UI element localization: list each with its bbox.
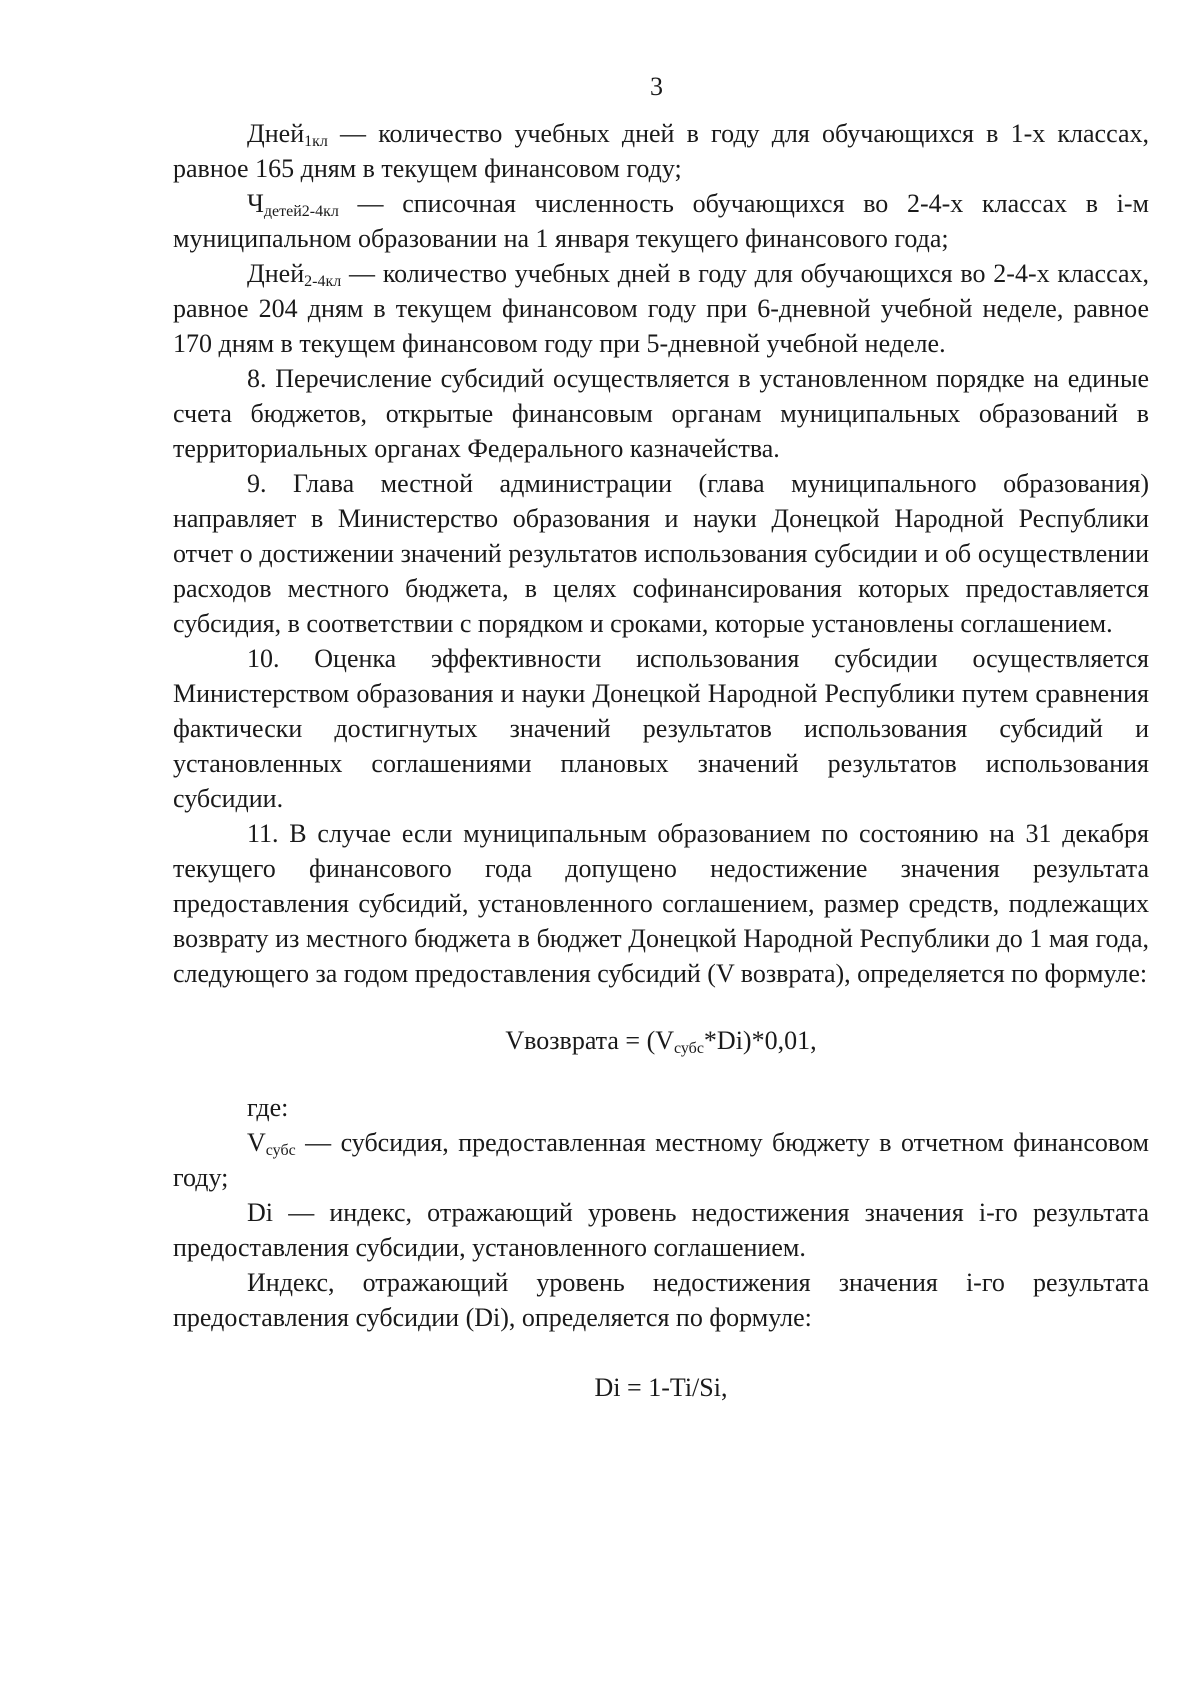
term-children: Ч [247, 189, 264, 218]
definition-text: — количество учебных дней в году для обучающихся во 2-4-х классах, равное 204 дням в текущем финансовом году при 6-дневной учебной неделе, равное 170 дням в текущем финансовом году при 5-дневной учебной неделе. [173, 259, 1149, 358]
formula-refund [173, 1023, 1149, 1058]
definition-text: — субсидия, предоставленная местному бюджету в отчетном финансовом году; [173, 1128, 1149, 1192]
definition-text: — количество учебных дней в году для обучающихся в 1-х классах, равное 165 дням в текущем финансовом году; [173, 119, 1149, 183]
definition-text: — списочная численность обучающихся во 2-4-х классах в i-м муниципальном образовании на 1 января текущего финансового года; [173, 189, 1149, 253]
where-label: где: [247, 1093, 289, 1122]
definition-days-grade2-4 [173, 256, 1149, 361]
index-paragraph: Индекс, отражающий уровень недостижения значения i-го результата предоставления субсидии (Di), определяется по формуле: [173, 1268, 1149, 1332]
document-body [173, 116, 1149, 1405]
page-number: 3 [650, 72, 663, 101]
term-subscript: 1кл [304, 133, 328, 150]
term-days: Дней [247, 119, 305, 148]
term-subscript: детей2-4кл [263, 203, 339, 220]
formula-index: Di = 1-Ti/Si, [594, 1373, 728, 1402]
term-days: Дней [247, 259, 305, 288]
clause-9: 9. Глава местной администрации (глава муниципального образования) направляет в Министерство образования и науки Донецкой Народной Республики отчет о достижении значений результатов использования субсидии и об осуществлении расходов местного бюджета, в целях софинансирования которых предоставляется субсидия, в соответствии с порядком и сроками, которые установлены соглашением. [173, 469, 1149, 638]
clause-11: 11. В случае если муниципальным образованием по состоянию на 31 декабря текущего финансового года допущено недостижение значения результата предоставления субсидий, установленного соглашением, размер средств, подлежащих возврату из местного бюджета в бюджет Донецкой Народной Республики до 1 мая года, следующего за годом предоставления субсидий (V возврата), определяется по формуле: [173, 819, 1149, 988]
term-v: V [247, 1128, 266, 1157]
formula-right: *Di)*0,01, [703, 1026, 817, 1055]
definition-days-grade1 [173, 116, 1149, 186]
definition-di: Di — индекс, отражающий уровень недостижения значения i-го результата предоставления субсидии, установленного соглашением. [173, 1198, 1149, 1262]
formula-left: Vвозврата = (V [505, 1026, 674, 1055]
formula-subscript: субс [674, 1040, 704, 1057]
clause-8: 8. Перечисление субсидий осуществляется в установленном порядке на единые счета бюджетов, открытые финансовым органам муниципальных образований в территориальных органах Федерального казначейства. [173, 364, 1149, 463]
definition-children-count [173, 186, 1149, 256]
clause-10: 10. Оценка эффективности использования субсидии осуществляется Министерством образования и науки Донецкой Народной Республики путем сравнения фактически достигнутых значений результатов использования субсидий и установленных соглашениями плановых значений результатов использования субсидии. [173, 644, 1149, 813]
term-subscript: субс [265, 1142, 296, 1159]
definition-v-subs [173, 1125, 1149, 1195]
term-subscript: 2-4кл [304, 273, 342, 290]
